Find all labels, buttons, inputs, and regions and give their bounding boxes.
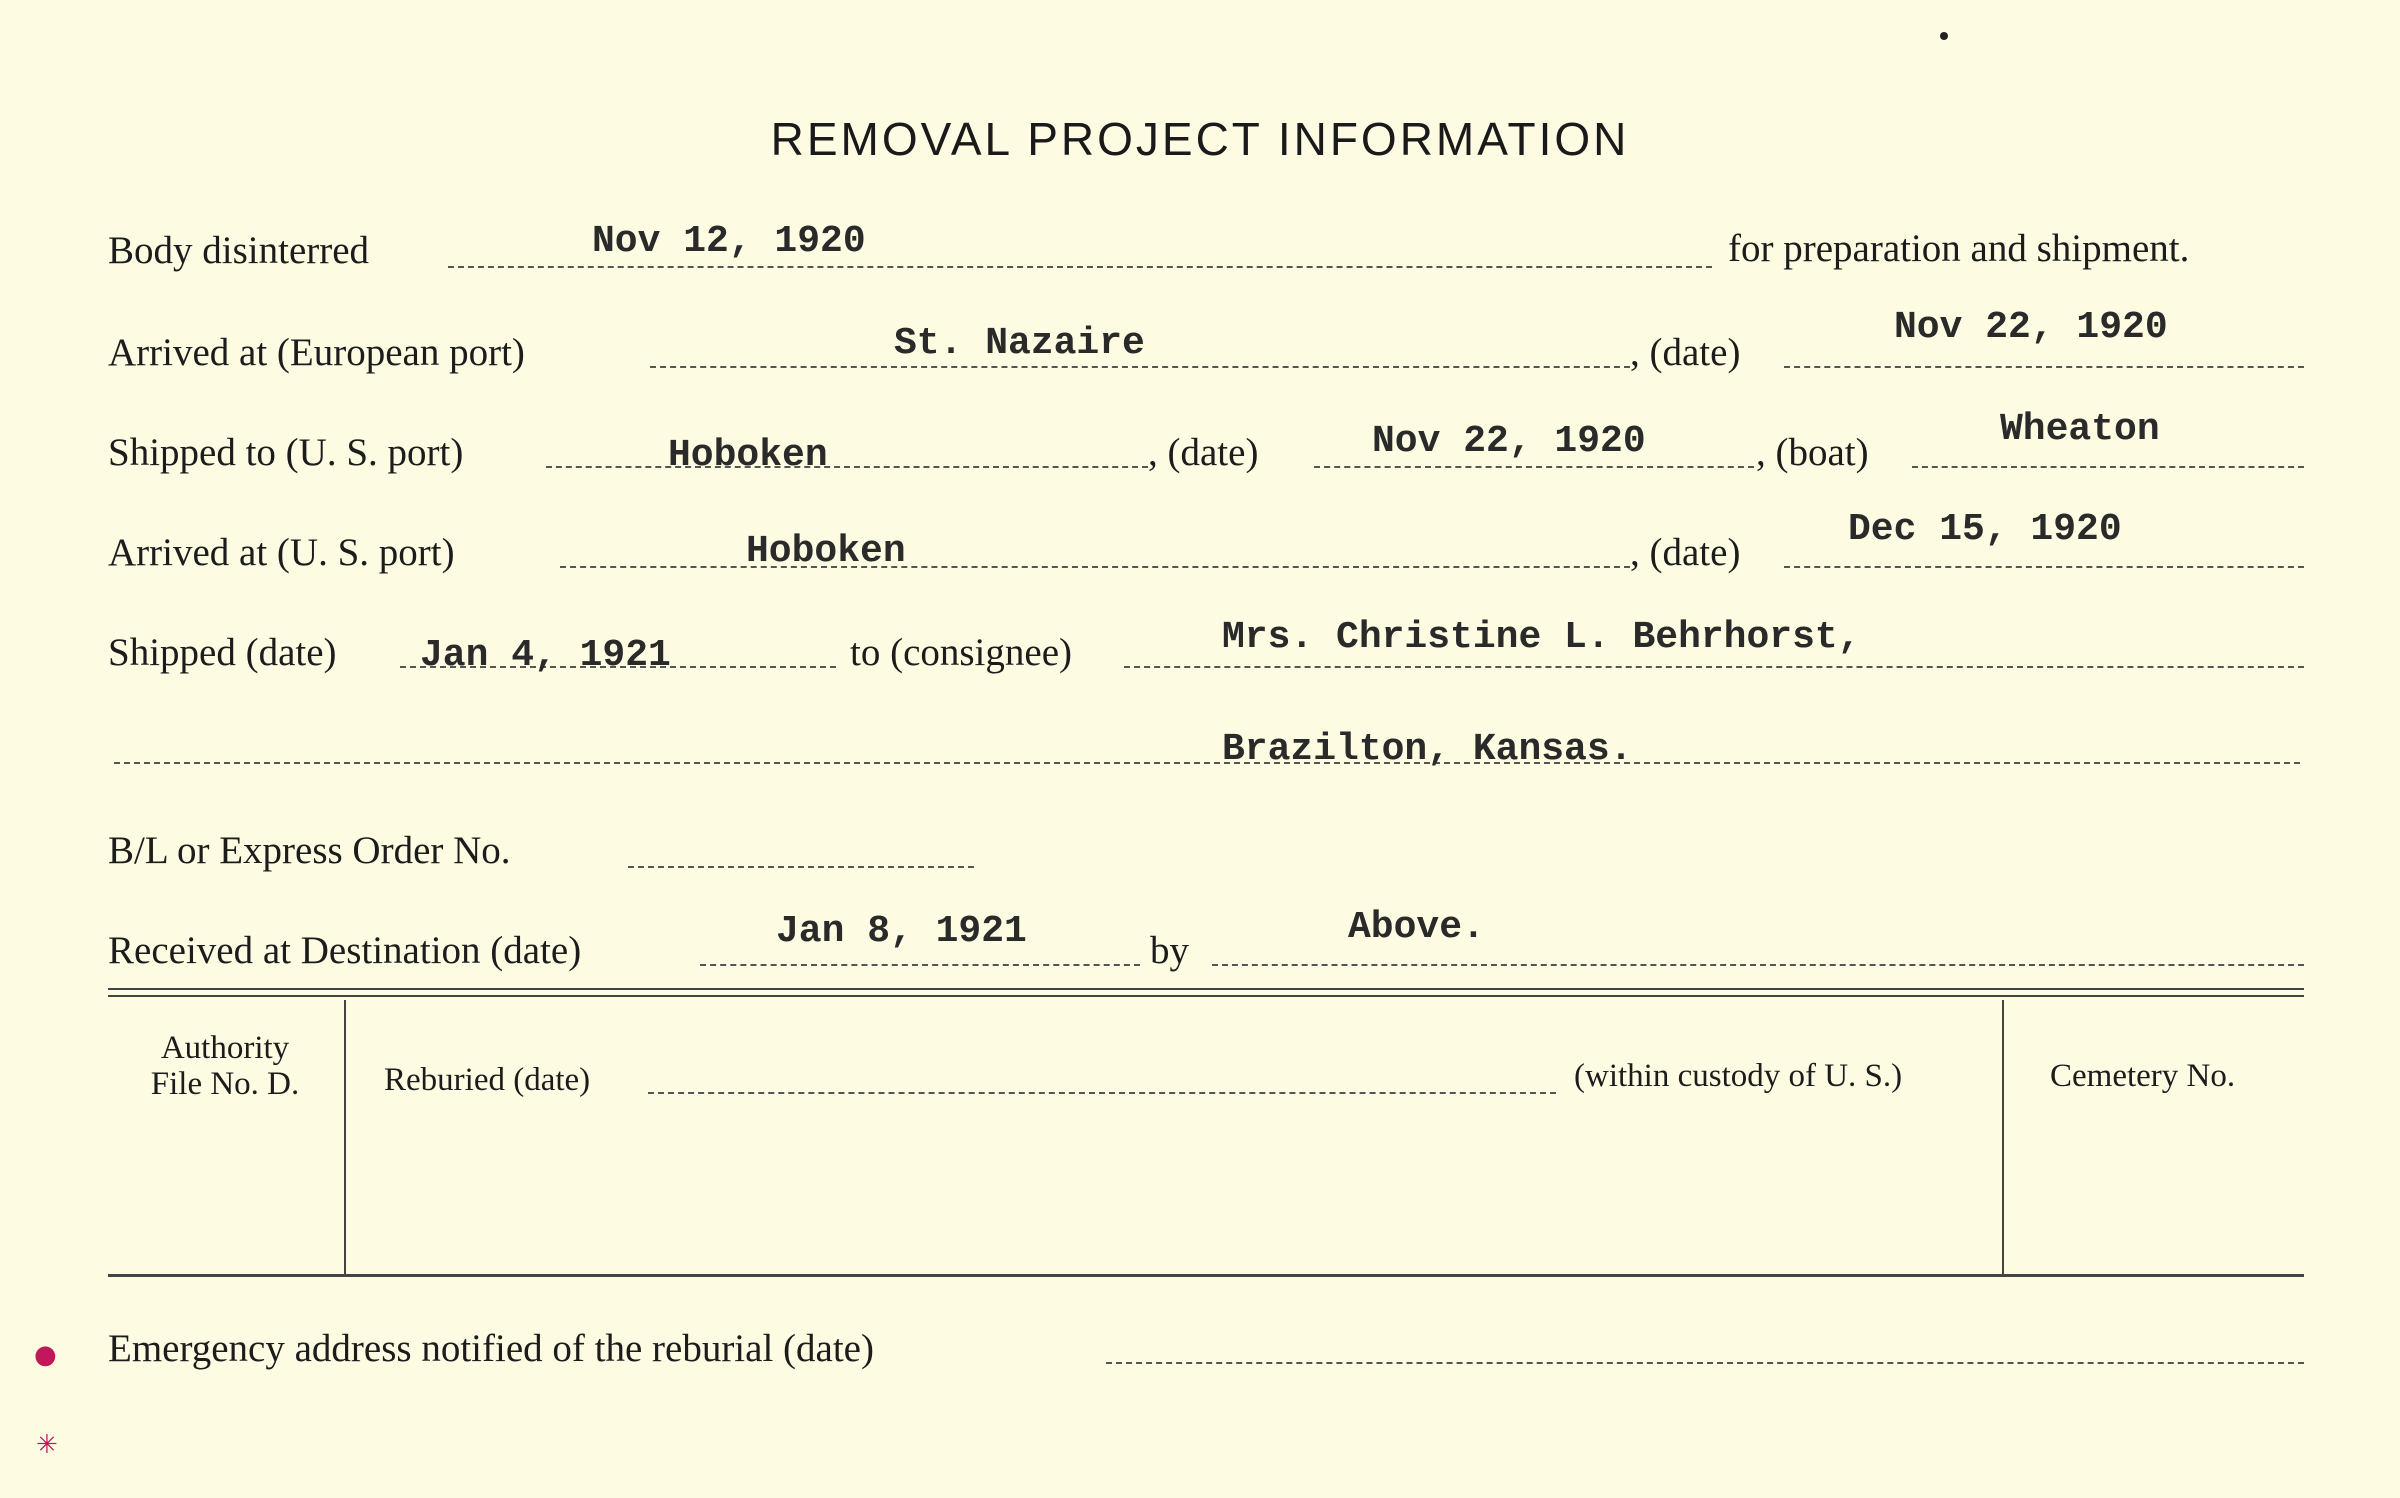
consignee-label: to (consignee) [850, 631, 1073, 674]
shipped-us-port-line [546, 466, 1148, 468]
box-bottom-rule [108, 1274, 2304, 1277]
margin-mark-dot: ● [34, 1340, 57, 1370]
arrived-european-label: Arrived at (European port) [108, 331, 525, 374]
arrived-european-date-line [1784, 366, 2304, 368]
received-date-line [700, 964, 1140, 966]
page-title [0, 112, 2400, 166]
arrived-european-port-line [650, 366, 1630, 368]
arrived-us-label: Arrived at (U. S. port) [108, 531, 455, 574]
arrived-us-date-line [1784, 566, 2304, 568]
box-top-rule-2 [108, 995, 2304, 997]
consignee-address: Brazilton, Kansas. [1222, 728, 1633, 771]
shipped-us-boat-line [1912, 466, 2304, 468]
shipped-label: Shipped (date) [108, 631, 337, 674]
reburied-label: Reburied (date) [384, 1062, 591, 1098]
arrived-us-port: Hoboken [746, 530, 906, 573]
arrived-european-date: Nov 22, 1920 [1894, 306, 2168, 349]
received-date: Jan 8, 1921 [776, 910, 1027, 953]
body-disinterred-value: Nov 12, 1920 [592, 220, 866, 263]
arrived-european-date-label: , (date) [1630, 331, 1741, 374]
received-by-line [1212, 964, 2304, 966]
emergency-label: Emergency address notified of the reburial (date) [108, 1327, 874, 1370]
body-disinterred-suffix: for preparation and shipment. [1728, 227, 2190, 270]
consignee-line-1 [1124, 666, 2304, 668]
shipped-us-label: Shipped to (U. S. port) [108, 431, 464, 474]
arrived-us-date-label: , (date) [1630, 531, 1741, 574]
body-disinterred-label: Body disinterred [108, 229, 370, 272]
received-by: Above. [1348, 906, 1485, 949]
shipped-us-port: Hoboken [668, 434, 828, 477]
arrived-european-port: St. Nazaire [894, 322, 1145, 365]
speck-mark [1940, 32, 1948, 40]
received-by-label: by [1150, 929, 1189, 972]
consignee-line-2 [114, 762, 2300, 764]
reburied-line [648, 1092, 1556, 1094]
bl-order-label: B/L or Express Order No. [108, 829, 511, 872]
authority-line-1: Authority [160, 1030, 290, 1066]
cemetery-label: Cemetery No. [2050, 1058, 2236, 1094]
shipped-date: Jan 4, 1921 [420, 634, 671, 677]
shipped-us-date-label: , (date) [1148, 431, 1259, 474]
arrived-us-port-line [560, 566, 1630, 568]
shipped-us-date-line [1314, 466, 1754, 468]
authority-line-2: File No. D. [150, 1066, 300, 1102]
shipped-us-boat-label: , (boat) [1756, 431, 1869, 474]
shipped-us-boat: Wheaton [2000, 408, 2160, 451]
authority-label [120, 1030, 330, 1102]
emergency-line [1106, 1362, 2304, 1364]
arrived-us-date: Dec 15, 1920 [1848, 508, 2122, 551]
box-right-divider [2002, 1000, 2004, 1274]
margin-mark-star: ✳ [36, 1430, 58, 1460]
title-text: REMOVAL PROJECT INFORMATION [770, 113, 1630, 165]
custody-label: (within custody of U. S.) [1574, 1058, 1903, 1094]
bl-order-line [628, 866, 974, 868]
body-disinterred-line [448, 266, 1712, 268]
box-left-divider [344, 1000, 346, 1274]
box-top-rule-1 [108, 988, 2304, 990]
shipped-us-date: Nov 22, 1920 [1372, 420, 1646, 463]
received-label: Received at Destination (date) [108, 929, 582, 972]
consignee-name: Mrs. Christine L. Behrhorst, [1222, 616, 1861, 659]
